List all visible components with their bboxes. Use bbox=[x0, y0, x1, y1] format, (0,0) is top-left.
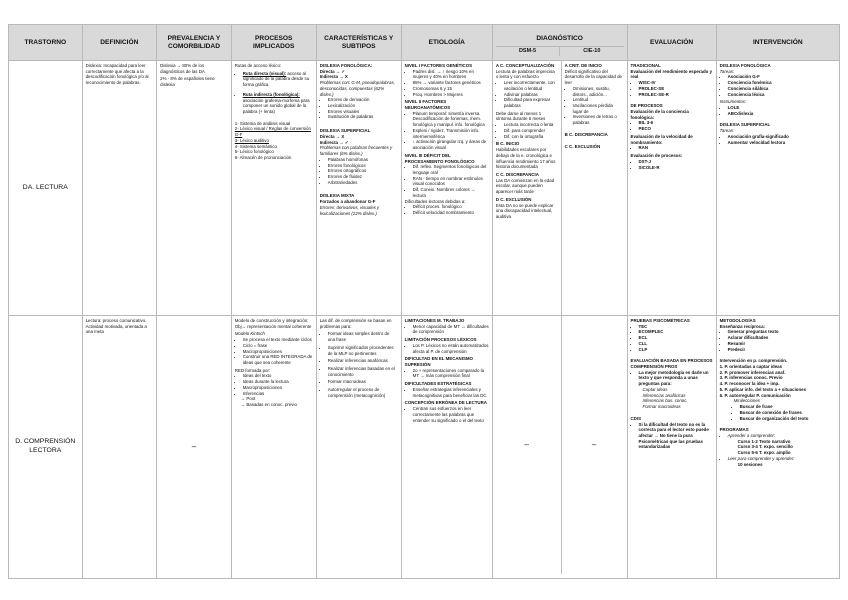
int-inst-item: • LOLE bbox=[728, 105, 836, 111]
eval2-psico-item: • CLL bbox=[639, 341, 713, 347]
definicion-text: Lectura: proceso comunicativo. Actividad motivada, orientada a una meta bbox=[85, 318, 147, 335]
dsm-a-item2: • Lectura incorrecta o lenta bbox=[504, 122, 558, 128]
car2-item: • Formar ideas simples dentro de una frase bbox=[328, 331, 398, 342]
proc2-k-item: • Ciclo = frase bbox=[243, 343, 313, 349]
int2-prog-title: PROGRAMAS bbox=[719, 427, 749, 433]
int-inst-title: Instrumentos: bbox=[719, 99, 747, 105]
eval-trad-text: Evaluación del rendimiento esperado y real bbox=[630, 68, 713, 80]
eval-trad-item: • PROLEC-SE-R bbox=[639, 92, 713, 98]
prevalencia-line: 2% - 8% de españoles tiene dislexia bbox=[160, 76, 215, 88]
int2-int-item: 4. P. reconocer la idea + imp. bbox=[719, 381, 780, 387]
header-definicion: DEFINICIÓN bbox=[82, 25, 157, 61]
header-etiologia: ETIOLOGÍA bbox=[401, 25, 492, 61]
proc2-arrow-text: Basadas en conoc. previo bbox=[246, 402, 297, 408]
int2-mini-item: • Buscar de frase bbox=[740, 404, 836, 410]
prevalencia-line: Dislexia → 80% de los diagnósticos de las DA bbox=[160, 63, 205, 74]
int-sup-sub: Tareas: bbox=[719, 128, 735, 134]
header-intervencion: INTERVENCIÓN bbox=[716, 25, 839, 61]
eval2-psico-item: • TEC bbox=[639, 324, 713, 330]
int2-mini-item: • Buscar de conexión de frases bbox=[740, 410, 836, 416]
cell-diagnostico-lectura bbox=[492, 61, 627, 316]
cie-a-item: • Omisiones, sustitu, distors., adición... bbox=[573, 86, 624, 97]
sup-item: • Errores ortográficos bbox=[328, 168, 398, 174]
dsm-a-item2: • Dif. con la ortografía bbox=[504, 134, 558, 140]
nivel-iii-item: • Dif. Coneix. Nombres colores → lectura bbox=[413, 187, 489, 198]
eval-vel-item: • RAN bbox=[639, 145, 713, 151]
int2-prog-item: • Aprender a comprender: bbox=[728, 433, 836, 439]
sup-item: • Errores de fluidez bbox=[328, 174, 398, 180]
eval-trad-item: • WISC-IV bbox=[639, 80, 713, 86]
cie-c-title: C C. EXCLUSIÓN bbox=[564, 143, 601, 149]
nivel-ii-item: • ↓ activación girangular izq. y áreas de asociación visual bbox=[413, 139, 489, 150]
int-fono-item: • Conciencia fonémica bbox=[728, 80, 836, 86]
int2-int-item: 2. P. promover inferencias anaf. bbox=[719, 369, 786, 375]
mix-note: Errores: derivativos, visuales y lexicalizaciones (22% dislex.) bbox=[319, 204, 380, 216]
eval2-proc-sub: Captar ideas bbox=[642, 386, 668, 392]
fono-item: • Errores visuales bbox=[328, 109, 398, 115]
eti2-c-title: DIFICULTAD EN EL MECANISMO SUPRESIÓN bbox=[404, 356, 473, 368]
proc2-red-item: • Macroproposiciones bbox=[243, 385, 313, 391]
proc2-red: RED formada por: bbox=[234, 367, 271, 373]
cell-prevalencia-comprension: – bbox=[157, 316, 232, 579]
summary-table bbox=[8, 24, 840, 579]
sup-item: • Arbitrariedades bbox=[328, 180, 398, 186]
cell-procesos-lectura bbox=[231, 61, 316, 316]
eval-proc-text: Evaluación de la conciencia fonológica: bbox=[630, 109, 689, 120]
cell-caracteristicas-comprension bbox=[316, 316, 401, 579]
header-dsm5: DSM-5 bbox=[518, 48, 537, 55]
nivel-iii-item: • RAN - tiempo en nombrar estímulos visual conocidos bbox=[413, 176, 489, 187]
int2-int-item: 1. P. orientadas a captar ideas bbox=[719, 364, 783, 370]
nivel-ii-title: NIVEL II FACTORES NEUROANATÓMICOS bbox=[404, 99, 451, 111]
ruta-indirecta-title: Ruta indirecta (fonológica): bbox=[242, 91, 300, 97]
ruta-directa-text: acceso al significado de la palabra desde su forma gráfica. bbox=[242, 70, 310, 88]
proc2-arrow-item: → Post bbox=[240, 396, 256, 402]
nivel-iii-item2: • Déficit velocidad nombramiento bbox=[413, 210, 489, 216]
dsm-a-extra: Debe darse al menos 1 síntoma durante 6 meses bbox=[495, 110, 546, 122]
sistema-item: 3- Léxico auditivo bbox=[234, 137, 269, 143]
procesos-intro: Rutas de acceso léxico: bbox=[234, 63, 282, 68]
header-caracteristicas: CARACTERÍSTICAS Y SUBTIPOS bbox=[316, 25, 401, 61]
dsm5-column bbox=[493, 61, 561, 315]
nivel-i-title: NIVEL I FACTORES GENÉTICOS bbox=[404, 63, 473, 68]
fono-item: • Errores de derivación bbox=[328, 97, 398, 103]
fono-line: Directa → ✓ bbox=[319, 68, 346, 74]
cie10-column bbox=[561, 61, 627, 315]
sistema-item: 5- Léxico fonológico bbox=[234, 149, 274, 155]
eval2-psico-title: PRUEBAS PSICOMÉTRICAS bbox=[630, 318, 690, 323]
int-sup-item: • Asociación grafía-significado bbox=[728, 134, 836, 140]
cie-b-title: B C. DISCREPANCIA bbox=[564, 131, 608, 137]
proc2-arrow-item: → Basadas en conoc. previo bbox=[240, 402, 297, 408]
car2-intro: Las dif. de comprensión se basan en problemas para: bbox=[319, 318, 392, 329]
sup-note: Problemas con palabras frecuentes y familiares (6% dislex.) bbox=[319, 145, 393, 157]
eval2-psico-item: • ECL bbox=[639, 335, 713, 341]
eti2-e-item: • Centran sus esfuerzos en leer correctamente las palabras que entender su significado o el del texto bbox=[413, 406, 489, 423]
int2-int-item: 6. P. autorregular P. comunicación bbox=[719, 392, 791, 398]
header-row bbox=[9, 25, 840, 61]
dsm5-column: – bbox=[524, 439, 529, 449]
sistema-item: 2- Léxico visual / Reglas de conversión G-F bbox=[234, 126, 311, 138]
header-prevalencia: PREVALENCIA Y COMORBILIDAD bbox=[157, 25, 232, 61]
ruta-directa-title: Ruta directa (visual): bbox=[242, 70, 287, 76]
cell-definicion-comprension bbox=[82, 316, 157, 579]
cell-definicion-lectura bbox=[82, 61, 157, 316]
fono-line: Indirecta → X bbox=[319, 74, 348, 80]
int-inst-item: • ABCdislexia bbox=[728, 111, 836, 117]
int-fono-item: • Conciencia silábica bbox=[728, 86, 836, 92]
eval-proc-item: • PECO bbox=[639, 126, 713, 132]
header-procesos: PROCESOS IMPLICADOS bbox=[231, 25, 316, 61]
cie-a-item: • Inversiones de letras o palabras bbox=[573, 114, 624, 125]
eval-trad-item: • PROLEC-SE bbox=[639, 86, 713, 92]
cell-evaluacion-lectura bbox=[627, 61, 716, 316]
nivel-i-item: • Padres disl. → ↑ riesgo 10% en mujeres y 40% en hombres bbox=[413, 69, 489, 80]
int-fono-item: • Conciencia léxica bbox=[728, 92, 836, 98]
proc2-red-item: • Ideas durante la lectura bbox=[243, 379, 313, 385]
eval2-psico-item: • ECOMPLEC bbox=[639, 329, 713, 335]
fono-item: • Lexicalización bbox=[328, 103, 398, 109]
cell-prevalencia-lectura bbox=[157, 61, 232, 316]
int2-prog-sub: Curso 5-6 T. expo. amplio bbox=[737, 450, 791, 456]
cell-procesos-comprension bbox=[231, 316, 316, 579]
dsm-d-text: Esta DA no se puede explicar una discapacidad intelectual, auditiva bbox=[495, 202, 554, 219]
dislexia-mixta-title: DISLEXIA MIXTA bbox=[319, 193, 355, 199]
dislexia-superficial-title: DISLEXIA SUPERFICIAL bbox=[319, 128, 371, 134]
table-row-comprension bbox=[9, 316, 840, 579]
int2-met-sub: Enseñanza recíproca: bbox=[719, 323, 766, 329]
proc2-k-item: • Construir una RED INTEGRADA de ideas que sea coherente bbox=[243, 354, 313, 365]
proc2-red-item: • Inferencias bbox=[243, 391, 313, 397]
row-title-lectura: DA. LECTURA bbox=[9, 61, 83, 316]
dsm-d-title: D C. EXCLUSIÓN bbox=[495, 196, 532, 202]
proc2-k-item: • Macroproposiciones bbox=[243, 349, 313, 355]
row-title-comprension: D. COMPRENSIÓN LECTORA bbox=[9, 316, 83, 579]
int2-prog-sub: Curso 3-4 T. expo. sencillo bbox=[737, 444, 793, 450]
dsm-b-title: B C. INICIO bbox=[495, 141, 520, 147]
eti2-a-item: • Menor capacidad de MT → dificultades de comprensión bbox=[413, 324, 489, 335]
eti2-d-item: • Enseñar estrategias inferenciales y metacognitivas para beneficiar las DC bbox=[413, 387, 489, 398]
proc2-red-item: • Ideas del texto bbox=[243, 373, 313, 379]
car2-item: • Autorregular el proceso de comprensión (metacognición) bbox=[328, 387, 398, 398]
fono-item: • Sustitución de palabras bbox=[328, 114, 398, 120]
int2-met-title: METODOLOGÍAS bbox=[719, 318, 756, 323]
sup-item: • Palabras homófonas bbox=[328, 157, 398, 163]
nivel-ii-item: • Planum temporal: simetría inversa. Descodificación de fonemas, mem. fonológica y manipul. info. fonológica bbox=[413, 111, 489, 128]
dsm-a-item2: • Dif. para comprender bbox=[504, 128, 558, 134]
int-sup-title: DISLEXIA SUPERFICIAL bbox=[719, 122, 771, 128]
nivel-iii-title: NIVEL III DÉFICIT DEL PROCESAMIENTO FONOLÓGICO bbox=[404, 152, 475, 164]
int2-mini-item: • Buscar de organización del texto bbox=[740, 416, 836, 422]
cie10-column: – bbox=[561, 316, 627, 574]
proc2-k-item: • Se procesa el texto mediante ciclos bbox=[243, 337, 313, 343]
eti2-a-title: LIMITACIONES M. TRABAJO bbox=[404, 318, 465, 323]
eval-vel-text: Evaluación de la velocidad de nombramiento: bbox=[630, 133, 693, 145]
int-fono-title: DISLEXIA FONOLÓGICA bbox=[719, 63, 771, 68]
car2-item: • Realizar inferencias anafóricas bbox=[328, 358, 398, 364]
dsm-a-text: Lectura de palabras imprecisa o lenta y con esfuerzo bbox=[495, 68, 555, 80]
car2-item: • Realizar inferencias basadas en el conocimiento bbox=[328, 366, 398, 377]
cell-intervencion-comprension bbox=[716, 316, 839, 579]
sistema-item: 6- Almacén de pronunciación bbox=[234, 155, 292, 161]
cell-etiologia-lectura bbox=[401, 61, 492, 316]
dsm-a-item: • Adivinar palabras bbox=[504, 92, 558, 98]
int2-int-item: 5. P. aplicar info. del texto a + situaciones bbox=[719, 386, 807, 392]
nivel-iii-item: • Dif. reflex. Segmentos fonológicos del lenguaje oral bbox=[413, 164, 489, 175]
header-cie10: CIE-10 bbox=[559, 47, 623, 56]
eval-lex-text: Evaluación de procesos: bbox=[630, 153, 683, 159]
eti2-d-title: DIFICULTADES ESTRATÉGICAS bbox=[404, 381, 472, 387]
eti2-e-title: CONCEPCIÓN ERRÓNEA DE LECTURA bbox=[404, 400, 487, 406]
int2-leer-sub: 10 sesiones bbox=[737, 461, 763, 467]
cie-a-title: A CRIT. DE INICIO bbox=[564, 63, 602, 68]
cell-intervencion-lectura bbox=[716, 61, 839, 316]
dsm-b-text: Habilidades escolares por debajo de la e. cronológica e influencia rendimiento 17 años historia documentada bbox=[495, 147, 556, 170]
nivel-i-item: • 85% → variante factores genéticos bbox=[413, 80, 489, 86]
header-evaluacion: EVALUACIÓN bbox=[627, 25, 716, 61]
cie-a-item: • Lentitud bbox=[573, 97, 624, 103]
int-fono-sub: Tareas: bbox=[719, 68, 735, 74]
eti2-c-item: • 2o + representaciones comparado la MT → más comprensión final bbox=[413, 368, 489, 379]
int2-met-item: • Resumir bbox=[728, 341, 836, 347]
eval-lex-item: • DST-J bbox=[639, 159, 713, 165]
int-fono-item: • Asociación G-F bbox=[728, 74, 836, 80]
cie-a-text: Déficit significativo del desarrollo de la capacidad de leer bbox=[564, 68, 623, 86]
int2-prog-sub: Curso 1-2 Texto narrativo bbox=[737, 438, 791, 444]
dsm-c-title: C C. DISCREPANCIA bbox=[495, 171, 539, 177]
eval2-proc-sub: Inferencias anafóricas bbox=[642, 392, 686, 398]
nivel-i-item: • Proq. Hombres > Mujeres bbox=[413, 92, 489, 98]
eti2-b-item: • Los P. Léxicos no están automatizados afecta al P. de comprensión bbox=[413, 343, 489, 354]
eval2-cdis-title: CDIS bbox=[630, 415, 642, 421]
dsm-a-item: • Dificultad para expresar palabras bbox=[504, 97, 558, 108]
car2-item: • Formar macroideas bbox=[328, 379, 398, 385]
nivel-iii-item2: • Déficit proces. fonológico bbox=[413, 204, 489, 210]
eti2-b-title: LIMITACIÓN PROCESOS LÉXICOS bbox=[404, 337, 477, 343]
cell-evaluacion-comprension bbox=[627, 316, 716, 579]
cie-a-item: • Vacilaciones pérdida lugar de bbox=[573, 103, 624, 114]
eval2-proc-sub: Formar macroideas bbox=[642, 404, 681, 410]
cell-caracteristicas-lectura bbox=[316, 61, 401, 316]
nivel-i-item: • Cromosomas 6 y 15 bbox=[413, 86, 489, 92]
dsm-a-title: A C. CONCEPTUALIZACIÓN bbox=[495, 63, 555, 68]
eval-proc-item: • BIL 3-6 bbox=[639, 120, 713, 126]
eval2-psico-item: • CLP bbox=[639, 347, 713, 353]
int2-int-title: Intervención en p. comprensión. bbox=[719, 358, 788, 364]
fono-note: Problemas con: G-M, pseudopalabras, desconocidas, compuestas (62% dislex.) bbox=[319, 80, 395, 97]
eval-trad-title: TRADICIONAL bbox=[630, 63, 661, 68]
dislexia-fonologica-title: DISLEXIA FONOLÓGICA: bbox=[319, 63, 373, 68]
int2-int-item: 3. P. inferencias conoc. Previo bbox=[719, 375, 783, 381]
header-trastorno: TRASTORNO bbox=[9, 25, 83, 61]
nivel-ii-item: • Espleni / rigidez. Transmisión info. intermemisférica bbox=[413, 128, 489, 139]
int2-met-item: • Aclarar dificultades bbox=[728, 335, 836, 341]
cell-diagnostico-comprension bbox=[492, 316, 627, 579]
ruta-directa bbox=[243, 71, 313, 88]
ruta-indirecta-text: asociación grafema-morfema para componer un sonido global de la palabra (+ lenta) bbox=[242, 97, 310, 115]
header-diagnostico-title: DIAGNÓSTICO bbox=[536, 35, 583, 43]
sup-line: Directa → X bbox=[319, 133, 345, 139]
proc2-arrow-text: Post bbox=[246, 396, 256, 402]
proc2-intro: Modelo de construcción y integración: bbox=[234, 318, 309, 323]
eval-lex-item: • SICOLE-R bbox=[639, 165, 713, 171]
eval2-proc-sub: Inferencias bas. conoc. bbox=[642, 398, 688, 404]
dsm-a-item: • Leer incorrectamente, con vacilación o lentitud bbox=[504, 80, 558, 91]
header-diagnostico bbox=[492, 25, 627, 61]
sup-item: • Errores fonológicos bbox=[328, 163, 398, 169]
sup-line: Indirecta → ✓ bbox=[319, 139, 349, 145]
proc2-kintsch: Modelo Kintsch bbox=[234, 331, 265, 337]
ruta-indirecta bbox=[243, 92, 313, 115]
sistema-item: 4- Sistema semántico bbox=[234, 143, 277, 149]
int2-leer: • Leer para comprender y aprender: bbox=[728, 456, 836, 462]
eval2-cdis-item: • Si la dificultad del texto no es la correcta para el lector esto puede afectar → No tiene la pura Psicométricas que las pruebas estandarizadas bbox=[639, 422, 713, 451]
int-sup-item: • Aumentar velocidad lectora bbox=[728, 140, 836, 146]
cell-etiologia-comprension bbox=[401, 316, 492, 579]
eval2-proc-title: EVALUACIÓN BASADA EN PROCESOS COMPRENSIÓN PROS bbox=[630, 358, 713, 370]
mix-line: Forzados a abandonar G-F bbox=[319, 199, 376, 205]
int2-met-item: • Predecir bbox=[728, 347, 836, 353]
proc2-obj: Obj→ representación mental coherente bbox=[234, 323, 312, 329]
table-row-dislexia bbox=[9, 61, 840, 316]
int2-mini-title: Minilecciones bbox=[733, 398, 760, 404]
nivel-iii-extra: Dificultades lectoras debidas a: bbox=[404, 198, 466, 204]
eval2-proc-item: • La mejor metodología es darle un texto y que responda a unas preguntas para: bbox=[639, 370, 713, 387]
dsm-c-text: Las DA comienzan en la edad escolar, aunque pueden aparecer más tarde bbox=[495, 177, 555, 195]
eval-proc-title: DE PROCESOS bbox=[630, 103, 663, 109]
sistema-item: 1- Sistema de análisis visual bbox=[234, 120, 291, 126]
definicion-text: Dislexia: Incapacidad para leer correctamente que afecta a la descodificación fonológica y/o al reconocimiento de palabras. bbox=[85, 63, 149, 86]
car2-item: • Suprimir significados procedentes de la MLP no pertinentes bbox=[328, 345, 398, 356]
int2-met-item: • Generar preguntas texto bbox=[728, 329, 836, 335]
